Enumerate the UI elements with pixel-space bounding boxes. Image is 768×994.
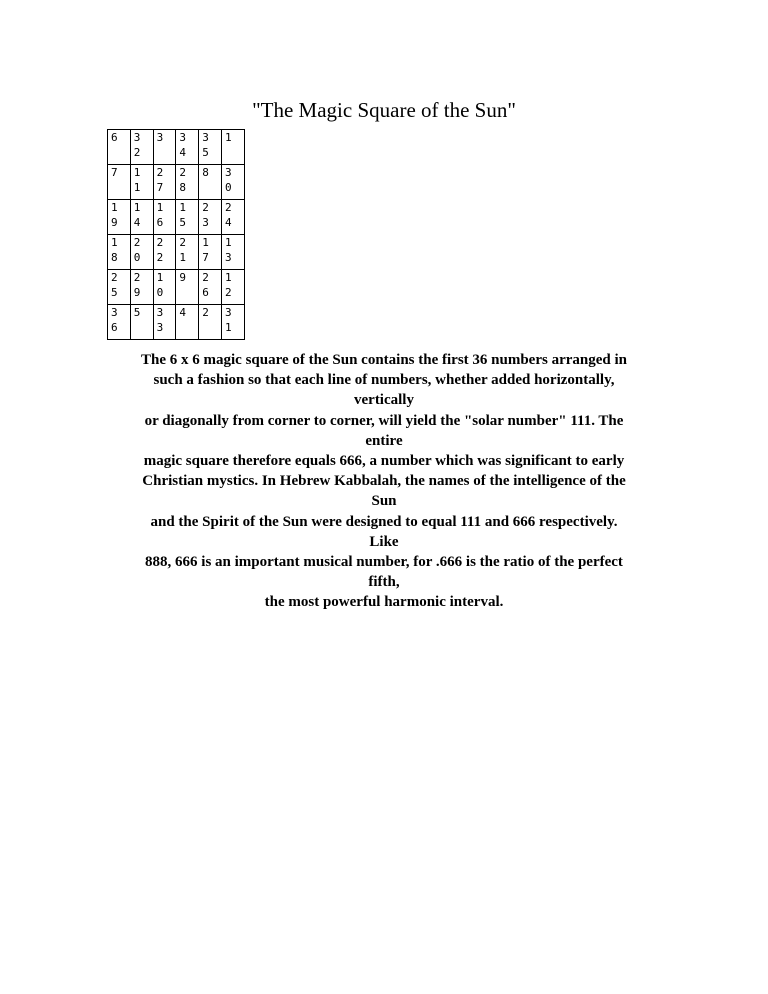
table-cell: 34 <box>176 130 199 165</box>
description-line: or diagonally from corner to corner, will yield the "solar number" 111. The <box>144 412 624 429</box>
description-line: Sun <box>371 493 397 510</box>
table-cell: 7 <box>108 165 131 200</box>
table-cell: 28 <box>176 165 199 200</box>
table-cell: 5 <box>130 305 153 340</box>
table-cell: 3 <box>153 130 176 165</box>
table-cell: 9 <box>176 270 199 305</box>
page-title: "The Magic Square of the Sun" <box>252 98 516 122</box>
table-cell: 20 <box>130 235 153 270</box>
description-line: Christian mystics. In Hebrew Kabbalah, the names of the intelligence of the <box>142 473 626 490</box>
table-cell: 13 <box>221 235 244 270</box>
table-cell: 31 <box>221 305 244 340</box>
description-line: and the Spirit of the Sun were designed to equal 111 and 666 respectively. <box>150 513 618 530</box>
table-row <box>108 200 245 235</box>
table-cell: 30 <box>221 165 244 200</box>
table-cell: 12 <box>221 270 244 305</box>
table-cell: 36 <box>108 305 131 340</box>
table-cell: 33 <box>153 305 176 340</box>
description-paragraph <box>100 350 668 613</box>
table-cell: 35 <box>199 130 222 165</box>
table-cell: 16 <box>153 200 176 235</box>
table-cell: 17 <box>199 235 222 270</box>
magic-square-table <box>107 129 245 340</box>
table-cell: 23 <box>199 200 222 235</box>
table-cell: 11 <box>130 165 153 200</box>
table-cell: 15 <box>176 200 199 235</box>
table-cell: 14 <box>130 200 153 235</box>
table-cell: 32 <box>130 130 153 165</box>
table-cell: 8 <box>199 165 222 200</box>
table-cell: 24 <box>221 200 244 235</box>
table-cell: 26 <box>199 270 222 305</box>
table-cell: 25 <box>108 270 131 305</box>
description-line: 888, 666 is an important musical number, for .666 is the ratio of the perfect <box>145 554 623 571</box>
table-cell: 2 <box>199 305 222 340</box>
table-row <box>108 270 245 305</box>
table-cell: 29 <box>130 270 153 305</box>
table-cell: 6 <box>108 130 131 165</box>
description-line: fifth, <box>368 574 400 591</box>
table-cell: 18 <box>108 235 131 270</box>
description-line: vertically <box>354 392 414 409</box>
description-line: entire <box>365 432 403 449</box>
table-cell: 22 <box>153 235 176 270</box>
table-row <box>108 165 245 200</box>
table-cell: 27 <box>153 165 176 200</box>
table-cell: 21 <box>176 235 199 270</box>
table-cell: 1 <box>221 130 244 165</box>
table-row <box>108 235 245 270</box>
table-cell: 19 <box>108 200 131 235</box>
table-cell: 4 <box>176 305 199 340</box>
description-line: Like <box>369 533 399 550</box>
description-line: the most powerful harmonic interval. <box>264 594 504 611</box>
table-row <box>108 130 245 165</box>
description-line: The 6 x 6 magic square of the Sun contains the first 36 numbers arranged in <box>141 352 627 368</box>
table-cell: 10 <box>153 270 176 305</box>
description-line: magic square therefore equals 666, a number which was significant to early <box>143 453 625 470</box>
description-line: such a fashion so that each line of numbers, whether added horizontally, <box>153 372 615 389</box>
table-row <box>108 305 245 340</box>
